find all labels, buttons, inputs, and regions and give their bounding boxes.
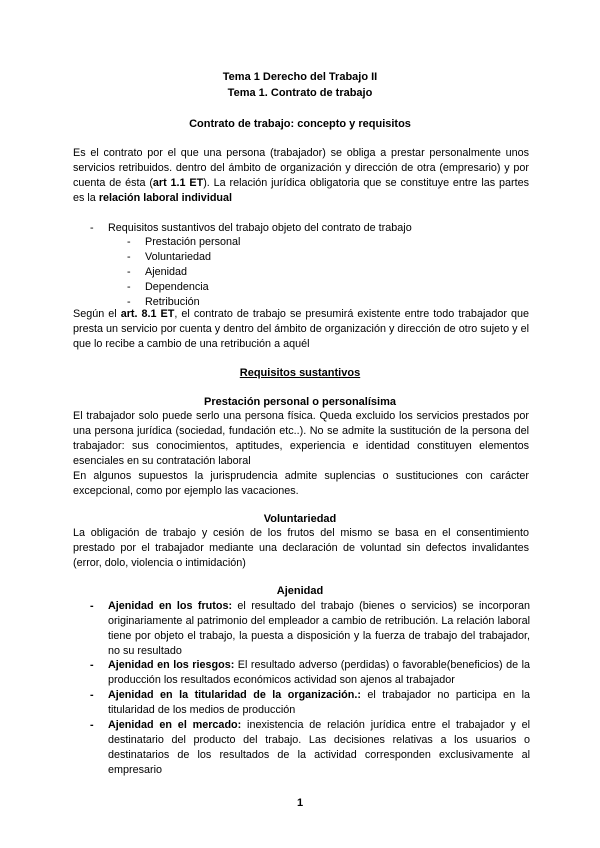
page-number: 1 xyxy=(296,797,304,809)
prestacion-paragraph: El trabajador solo puede serlo una persona física. Queda excluido los servicios prestados por una persona jurídica (sociedad, fundación etc..). No se admite la sustitución de la persona del trabajador: sus conocimientos, aptitudes, experiencia e identidad constituyen elementos esenciales en su contratación laboral xyxy=(73,410,529,467)
ajenidad-heading: Ajenidad xyxy=(276,585,324,597)
intro-paragraph: Es el contrato por el que una persona (trabajador) se obliga a prestar personalmente unos servicios retribuidos. dentro del ámbito de organización y dirección de otra (empresario) y por cuenta de ésta (art 1.1 ET). La relación jurídica obligatoria que se constituye entre las partes es la relación laboral individual xyxy=(73,147,529,204)
voluntariedad-heading: Voluntariedad xyxy=(263,513,337,525)
doc-title-line2: Tema 1. Contrato de trabajo xyxy=(227,87,373,99)
voluntariedad-paragraph: La obligación de trabajo y cesión de los frutos del mismo se basa en el consentimiento prestado por el trabajador mediante una declaración de voluntad sin defectos invalidantes (error, dolo, violencia o intimidación) xyxy=(73,527,529,569)
list-item: - Ajenidad en los riesgos: El resultado adverso (perdidas) o favorable(beneficios) de la producción los resultados económicos actividad son ajenos al trabajador xyxy=(90,659,530,686)
requisitos-heading: Requisitos sustantivos xyxy=(239,367,361,379)
list-item: - Voluntariedad xyxy=(127,251,212,263)
list-item: - Ajenidad xyxy=(127,266,188,278)
list-item: - Dependencia xyxy=(127,281,209,293)
list-item: - Ajenidad en la titularidad de la organización.: el trabajador no participa en la titularidad de los medios de producción xyxy=(90,689,530,716)
intro-ref: art 1.1 ET xyxy=(152,177,204,189)
list-item: - Prestación personal xyxy=(127,236,241,248)
section-title: Contrato de trabajo: concepto y requisitos xyxy=(189,118,411,130)
list-item: - Retribución xyxy=(127,296,200,308)
list-item: - Ajenidad en el mercado: inexistencia de relación jurídica entre el trabajador y el destinatario del producto del trabajo. Las decisiones relativas a los usuarios o destinatarios de los resultados de la actividad corresponden exclusivamente al empresario xyxy=(90,719,530,776)
intro-bold: relación laboral individual xyxy=(98,192,233,204)
requisitos-header: - Requisitos sustantivos del trabajo objeto del contrato de trabajo xyxy=(90,222,412,234)
prestacion-heading: Prestación personal o personalísima xyxy=(204,396,396,408)
prestacion-paragraph-2: En algunos supuestos la jurisprudencia admite suplencias o sustituciones con carácter excepcional, como por ejemplo las vacaciones. xyxy=(73,470,529,497)
art81-paragraph: Según el art. 8.1 ET, el contrato de trabajo se presumirá existente entre todo trabajador que presta un servicio por cuenta y dentro del ámbito de organización y dirección de otro sujeto y el que lo recibe a cambio de una retribución a aquél xyxy=(73,308,529,350)
doc-title-line1: Tema 1 Derecho del Trabajo II xyxy=(222,71,378,83)
list-item: - Ajenidad en los frutos: el resultado del trabajo (bienes o servicios) se incorporan originariamente al patrimonio del empleador a cambio de retribución. La relación laboral tiene por objeto el trabajo, la puesta a disposición y la fuerza de trabajo del trabajador, no su resultado xyxy=(90,600,530,657)
